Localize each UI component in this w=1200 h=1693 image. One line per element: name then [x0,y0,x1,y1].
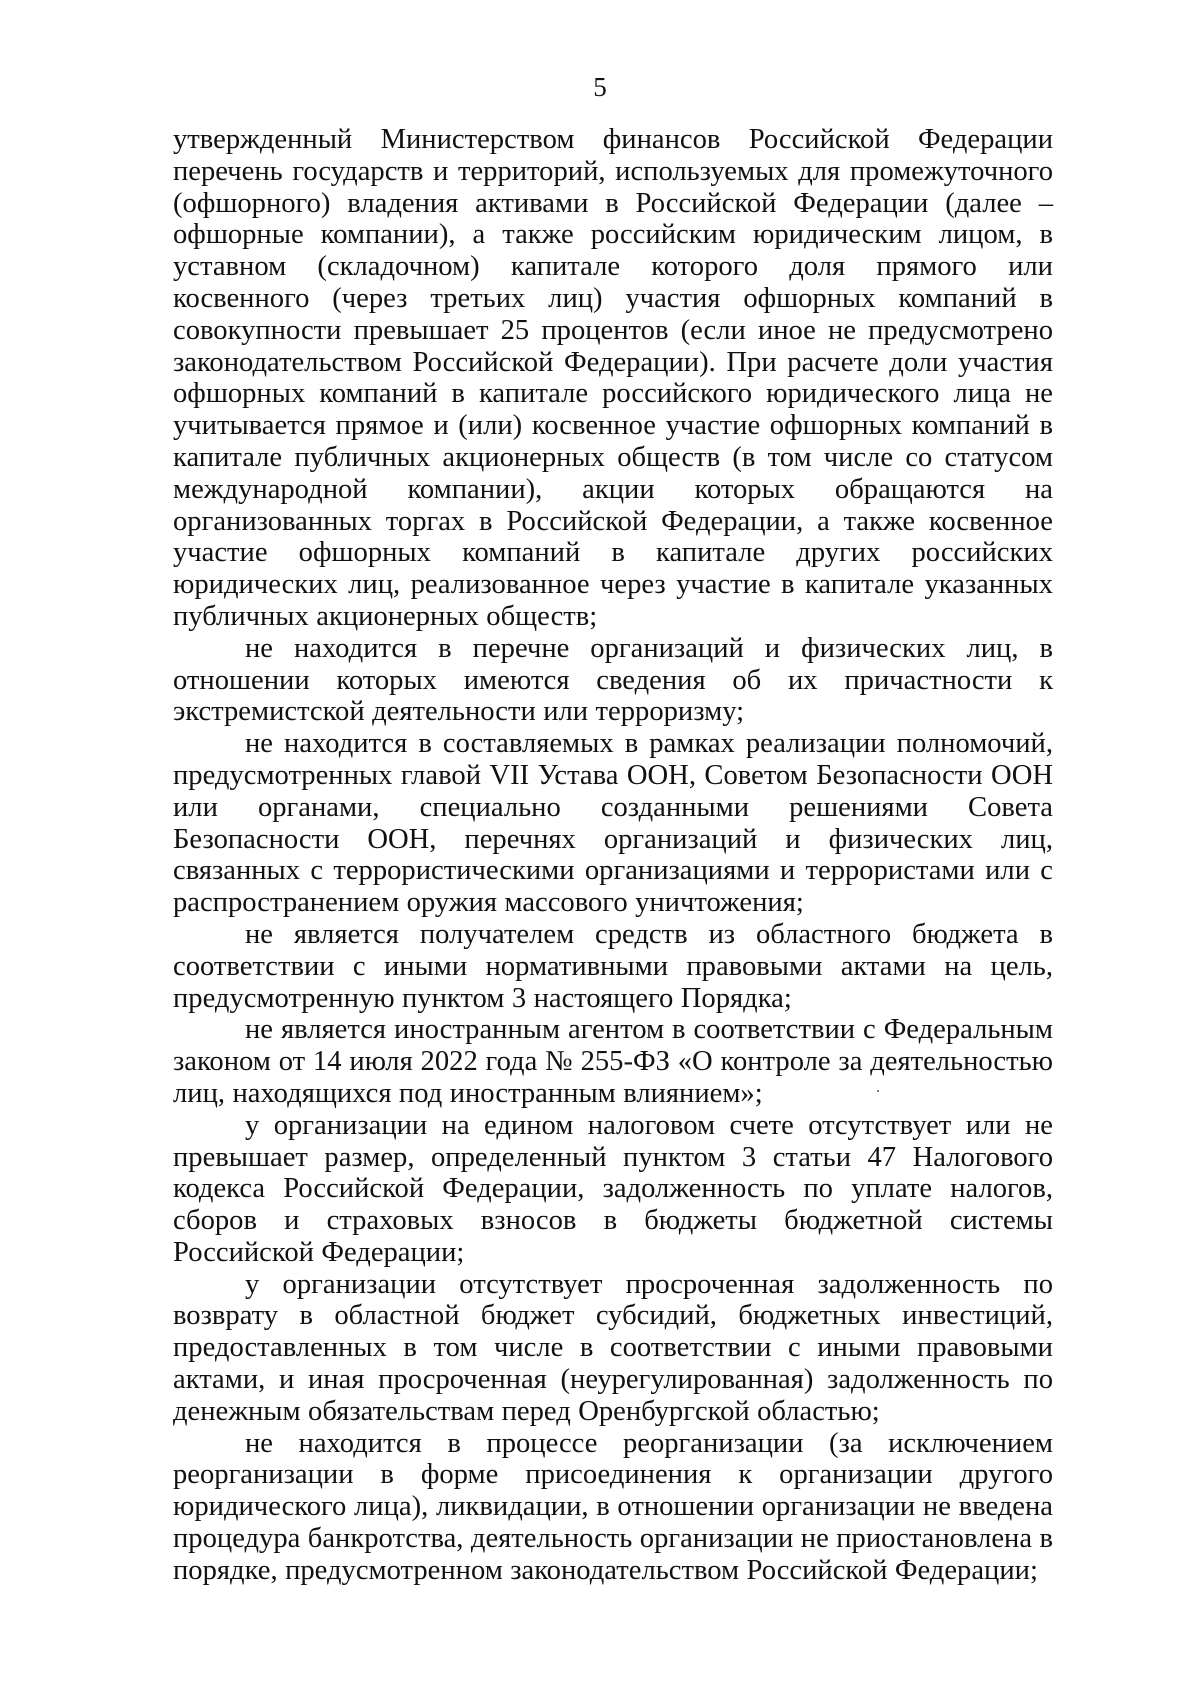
paragraph-overdue-debt: у организации отсутствует просроченная задолженность по возврату в областной бюджет субсидий, бюджетных инвестиций, предоставленных в том числе в соответствии с иными правовыми актами, и иная просроченная (неурегулированная) задолженность по денежным обязательствам перед Оренбургской областью; [173,1268,1053,1427]
paragraph-offshore-continuation: утвержденный Министерством финансов Российской Федерации перечень государств и территорий, используемых для промежуточного (офшорного) владения активами в Российской Федерации (далее – офшорные компании), а также российским юридическим лицом, в уставном (складочном) капитале которого доля прямого или косвенного (через третьих лиц) участия офшорных компаний в совокупности превышает 25 процентов (если иное не предусмотрено законодательством Российской Федерации). При расчете доли участия офшорных компаний в капитале российского юридического лица не учитывается прямое и (или) косвенное участие офшорных компаний в капитале публичных акционерных обществ (в том числе со статусом международной компании), акции которых обращаются на организованных торгах в Российской Федерации, а также косвенное участие офшорных компаний в капитале других российских юридических лиц, реализованное через участие в капитале указанных публичных акционерных обществ; [173,124,1053,632]
paragraph-regional-budget-recipient: не является получателем средств из областного бюджета в соответствии с иными нормативными правовыми актами на цель, предусмотренную пунктом 3 настоящего Порядка; [173,918,1053,1014]
document-body [173,124,1053,1587]
paragraph-un-security-council-lists: не находится в составляемых в рамках реализации полномочий, предусмотренных главой VII Устава ООН, Советом Безопасности ООН или органами, специально созданными решениями Совета Безопасности ООН, перечнях организаций и физических лиц, связанных с террористическими организациями и террористами или с распространением оружия массового уничтожения; [173,728,1053,919]
scan-speck [877,1090,879,1092]
paragraph-reorganization-liquidation: не находится в процессе реорганизации (за исключением реорганизации в форме присоединения к организации другого юридического лица), ликвидации, в отношении организации не введена процедура банкротства, деятельность организации не приостановлена в порядке, предусмотренном законодательством Российской Федерации; [173,1427,1053,1586]
paragraph-foreign-agent: не является иностранным агентом в соответствии с Федеральным законом от 14 июля 2022 года № 255-ФЗ «О контроле за деятельностью лиц, находящихся под иностранным влиянием»; [173,1014,1053,1109]
paragraph-tax-debt: у организации на едином налоговом счете отсутствует или не превышает размер, определенный пунктом 3 статьи 47 Налогового кодекса Российской Федерации, задолженность по уплате налогов, сборов и страховых взносов в бюджеты бюджетной системы Российской Федерации; [173,1109,1053,1268]
page-number: 5 [593,72,607,102]
paragraph-extremism-list: не находится в перечне организаций и физических лиц, в отношении которых имеются сведения об их причастности к экстремистской деятельности или терроризму; [173,632,1053,728]
